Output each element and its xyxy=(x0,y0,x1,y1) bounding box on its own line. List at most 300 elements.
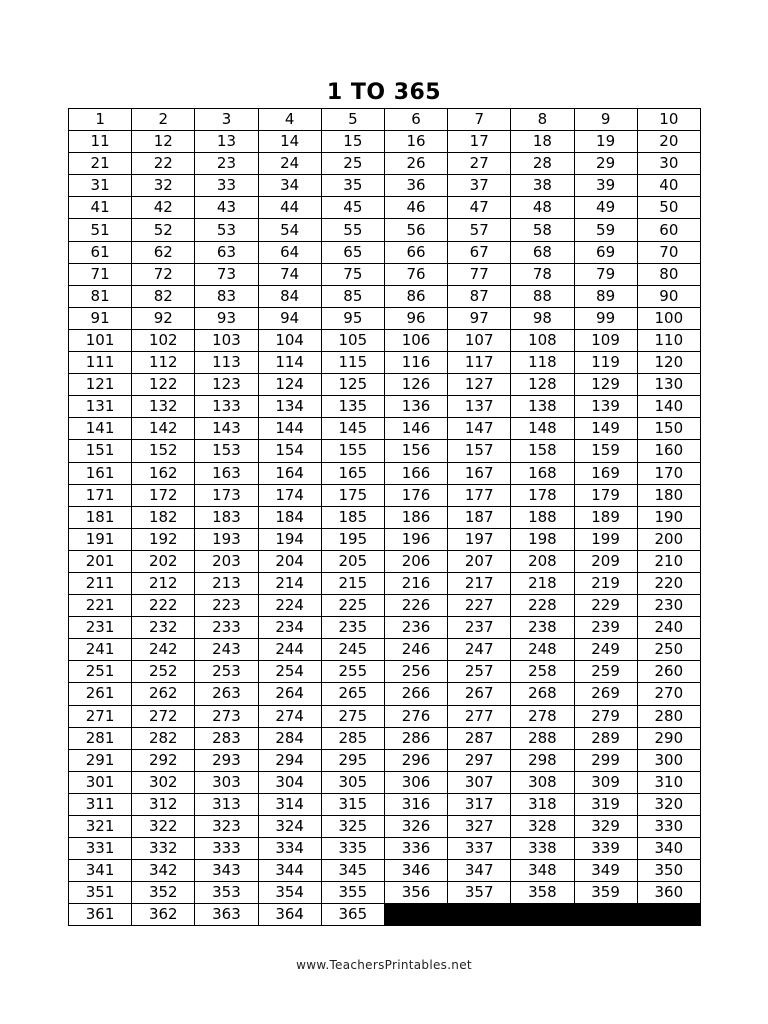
table-row xyxy=(69,440,701,462)
number-cell: 7 xyxy=(448,109,511,131)
number-cell: 149 xyxy=(574,418,637,440)
number-cell: 340 xyxy=(637,838,700,860)
number-cell: 126 xyxy=(384,374,447,396)
number-cell: 96 xyxy=(384,307,447,329)
number-cell: 216 xyxy=(384,572,447,594)
table-row xyxy=(69,506,701,528)
number-cell: 253 xyxy=(195,661,258,683)
number-cell: 172 xyxy=(132,484,195,506)
number-cell: 342 xyxy=(132,860,195,882)
number-cell: 246 xyxy=(384,639,447,661)
number-cell: 134 xyxy=(258,396,321,418)
number-cell: 190 xyxy=(637,506,700,528)
number-cell: 91 xyxy=(69,307,132,329)
number-cell: 239 xyxy=(574,617,637,639)
number-cell: 315 xyxy=(321,793,384,815)
number-cell: 191 xyxy=(69,528,132,550)
number-cell: 92 xyxy=(132,307,195,329)
number-cell: 258 xyxy=(511,661,574,683)
number-cell: 31 xyxy=(69,175,132,197)
table-row xyxy=(69,617,701,639)
number-cell: 35 xyxy=(321,175,384,197)
number-cell: 259 xyxy=(574,661,637,683)
number-cell: 233 xyxy=(195,617,258,639)
number-cell: 40 xyxy=(637,175,700,197)
number-cell: 140 xyxy=(637,396,700,418)
number-cell: 313 xyxy=(195,793,258,815)
number-cell: 103 xyxy=(195,329,258,351)
number-cell: 247 xyxy=(448,639,511,661)
number-cell: 209 xyxy=(574,550,637,572)
number-cell: 66 xyxy=(384,241,447,263)
number-cell: 229 xyxy=(574,595,637,617)
number-cell: 25 xyxy=(321,153,384,175)
number-cell: 185 xyxy=(321,506,384,528)
number-cell: 238 xyxy=(511,617,574,639)
number-cell: 346 xyxy=(384,860,447,882)
number-cell: 48 xyxy=(511,197,574,219)
number-cell: 303 xyxy=(195,771,258,793)
number-cell: 129 xyxy=(574,374,637,396)
number-cell: 338 xyxy=(511,838,574,860)
number-cell: 318 xyxy=(511,793,574,815)
number-cell: 36 xyxy=(384,175,447,197)
number-cell: 10 xyxy=(637,109,700,131)
number-cell: 337 xyxy=(448,838,511,860)
number-cell: 188 xyxy=(511,506,574,528)
number-cell: 29 xyxy=(574,153,637,175)
number-cell: 30 xyxy=(637,153,700,175)
number-cell: 359 xyxy=(574,882,637,904)
number-cell: 168 xyxy=(511,462,574,484)
number-cell: 228 xyxy=(511,595,574,617)
number-cell: 41 xyxy=(69,197,132,219)
number-cell: 356 xyxy=(384,882,447,904)
number-cell: 192 xyxy=(132,528,195,550)
table-row xyxy=(69,550,701,572)
number-cell: 360 xyxy=(637,882,700,904)
number-cell: 28 xyxy=(511,153,574,175)
number-cell: 127 xyxy=(448,374,511,396)
number-cell: 76 xyxy=(384,263,447,285)
number-cell: 83 xyxy=(195,285,258,307)
table-row xyxy=(69,263,701,285)
number-cell: 15 xyxy=(321,131,384,153)
number-cell: 195 xyxy=(321,528,384,550)
number-cell: 70 xyxy=(637,241,700,263)
number-cell: 136 xyxy=(384,396,447,418)
table-row xyxy=(69,374,701,396)
number-cell: 87 xyxy=(448,285,511,307)
number-cell: 180 xyxy=(637,484,700,506)
number-cell: 142 xyxy=(132,418,195,440)
number-cell: 333 xyxy=(195,838,258,860)
number-cell: 109 xyxy=(574,329,637,351)
number-cell: 302 xyxy=(132,771,195,793)
number-cell: 68 xyxy=(511,241,574,263)
number-cell: 282 xyxy=(132,727,195,749)
number-cell: 46 xyxy=(384,197,447,219)
number-cell: 300 xyxy=(637,749,700,771)
number-cell: 24 xyxy=(258,153,321,175)
number-cell: 159 xyxy=(574,440,637,462)
table-row xyxy=(69,329,701,351)
number-cell: 294 xyxy=(258,749,321,771)
number-cell: 12 xyxy=(132,131,195,153)
number-cell: 105 xyxy=(321,329,384,351)
number-cell: 223 xyxy=(195,595,258,617)
number-cell: 222 xyxy=(132,595,195,617)
number-cell: 364 xyxy=(258,904,321,926)
number-cell: 332 xyxy=(132,838,195,860)
number-cell: 135 xyxy=(321,396,384,418)
number-cell: 61 xyxy=(69,241,132,263)
table-row xyxy=(69,838,701,860)
table-row xyxy=(69,595,701,617)
number-cell: 298 xyxy=(511,749,574,771)
number-cell: 106 xyxy=(384,329,447,351)
number-cell: 69 xyxy=(574,241,637,263)
page-title: 1 TO 365 xyxy=(326,80,442,105)
number-cell: 186 xyxy=(384,506,447,528)
number-cell: 351 xyxy=(69,882,132,904)
number-cell: 43 xyxy=(195,197,258,219)
number-cell: 334 xyxy=(258,838,321,860)
number-cell: 311 xyxy=(69,793,132,815)
number-cell: 213 xyxy=(195,572,258,594)
number-cell: 164 xyxy=(258,462,321,484)
number-cell: 358 xyxy=(511,882,574,904)
number-cell: 215 xyxy=(321,572,384,594)
table-row xyxy=(69,197,701,219)
number-cell: 18 xyxy=(511,131,574,153)
number-cell: 204 xyxy=(258,550,321,572)
number-cell: 152 xyxy=(132,440,195,462)
table-row xyxy=(69,793,701,815)
number-cell: 306 xyxy=(384,771,447,793)
number-cell: 154 xyxy=(258,440,321,462)
number-cell: 257 xyxy=(448,661,511,683)
number-cell: 273 xyxy=(195,705,258,727)
number-cell: 100 xyxy=(637,307,700,329)
number-cell: 210 xyxy=(637,550,700,572)
number-cell: 362 xyxy=(132,904,195,926)
number-cell: 187 xyxy=(448,506,511,528)
number-cell: 9 xyxy=(574,109,637,131)
table-row xyxy=(69,705,701,727)
number-cell: 39 xyxy=(574,175,637,197)
number-cell: 355 xyxy=(321,882,384,904)
number-cell: 177 xyxy=(448,484,511,506)
number-cell: 118 xyxy=(511,352,574,374)
number-cell: 236 xyxy=(384,617,447,639)
number-cell: 115 xyxy=(321,352,384,374)
number-cell: 272 xyxy=(132,705,195,727)
number-cell: 237 xyxy=(448,617,511,639)
number-cell: 231 xyxy=(69,617,132,639)
number-cell: 21 xyxy=(69,153,132,175)
number-cell: 73 xyxy=(195,263,258,285)
number-cell: 58 xyxy=(511,219,574,241)
number-cell: 176 xyxy=(384,484,447,506)
number-cell: 211 xyxy=(69,572,132,594)
number-cell: 122 xyxy=(132,374,195,396)
number-cell: 225 xyxy=(321,595,384,617)
number-cell: 344 xyxy=(258,860,321,882)
number-cell: 271 xyxy=(69,705,132,727)
number-cell: 108 xyxy=(511,329,574,351)
number-cell: 65 xyxy=(321,241,384,263)
number-cell: 148 xyxy=(511,418,574,440)
number-cell: 323 xyxy=(195,816,258,838)
number-cell: 329 xyxy=(574,816,637,838)
number-cell: 230 xyxy=(637,595,700,617)
number-cell: 178 xyxy=(511,484,574,506)
number-cell: 146 xyxy=(384,418,447,440)
number-cell: 365 xyxy=(321,904,384,926)
number-cell: 34 xyxy=(258,175,321,197)
number-cell: 139 xyxy=(574,396,637,418)
number-cell: 260 xyxy=(637,661,700,683)
empty-filled-cell xyxy=(511,904,574,926)
number-cell: 314 xyxy=(258,793,321,815)
number-cell: 207 xyxy=(448,550,511,572)
table-row xyxy=(69,771,701,793)
number-cell: 224 xyxy=(258,595,321,617)
number-cell: 97 xyxy=(448,307,511,329)
number-cell: 120 xyxy=(637,352,700,374)
number-cell: 345 xyxy=(321,860,384,882)
number-cell: 79 xyxy=(574,263,637,285)
number-cell: 47 xyxy=(448,197,511,219)
number-cell: 290 xyxy=(637,727,700,749)
number-cell: 240 xyxy=(637,617,700,639)
number-cell: 286 xyxy=(384,727,447,749)
number-cell: 263 xyxy=(195,683,258,705)
empty-filled-cell xyxy=(574,904,637,926)
number-cell: 94 xyxy=(258,307,321,329)
table-row xyxy=(69,396,701,418)
number-cell: 321 xyxy=(69,816,132,838)
number-cell: 361 xyxy=(69,904,132,926)
table-row xyxy=(69,727,701,749)
number-cell: 16 xyxy=(384,131,447,153)
number-cell: 137 xyxy=(448,396,511,418)
number-cell: 347 xyxy=(448,860,511,882)
table-row xyxy=(69,661,701,683)
number-cell: 241 xyxy=(69,639,132,661)
number-cell: 275 xyxy=(321,705,384,727)
number-cell: 82 xyxy=(132,285,195,307)
number-cell: 44 xyxy=(258,197,321,219)
number-cell: 251 xyxy=(69,661,132,683)
number-cell: 363 xyxy=(195,904,258,926)
number-cell: 291 xyxy=(69,749,132,771)
number-cell: 111 xyxy=(69,352,132,374)
number-cell: 112 xyxy=(132,352,195,374)
number-cell: 133 xyxy=(195,396,258,418)
number-cell: 265 xyxy=(321,683,384,705)
number-cell: 179 xyxy=(574,484,637,506)
number-cell: 50 xyxy=(637,197,700,219)
table-row xyxy=(69,639,701,661)
number-cell: 157 xyxy=(448,440,511,462)
number-cell: 269 xyxy=(574,683,637,705)
table-row xyxy=(69,749,701,771)
number-cell: 292 xyxy=(132,749,195,771)
number-cell: 81 xyxy=(69,285,132,307)
table-row xyxy=(69,285,701,307)
table-row xyxy=(69,131,701,153)
number-cell: 183 xyxy=(195,506,258,528)
number-cell: 327 xyxy=(448,816,511,838)
number-cell: 49 xyxy=(574,197,637,219)
number-cell: 121 xyxy=(69,374,132,396)
number-cell: 319 xyxy=(574,793,637,815)
number-cell: 131 xyxy=(69,396,132,418)
number-cell: 312 xyxy=(132,793,195,815)
number-cell: 167 xyxy=(448,462,511,484)
number-cell: 107 xyxy=(448,329,511,351)
number-cell: 325 xyxy=(321,816,384,838)
table-row xyxy=(69,904,701,926)
number-chart-table xyxy=(68,108,701,926)
table-row xyxy=(69,882,701,904)
number-cell: 182 xyxy=(132,506,195,528)
number-cell: 20 xyxy=(637,131,700,153)
number-cell: 162 xyxy=(132,462,195,484)
number-cell: 104 xyxy=(258,329,321,351)
number-cell: 299 xyxy=(574,749,637,771)
number-cell: 268 xyxy=(511,683,574,705)
number-cell: 274 xyxy=(258,705,321,727)
number-cell: 119 xyxy=(574,352,637,374)
number-cell: 206 xyxy=(384,550,447,572)
number-cell: 95 xyxy=(321,307,384,329)
number-cell: 287 xyxy=(448,727,511,749)
number-cell: 324 xyxy=(258,816,321,838)
number-cell: 60 xyxy=(637,219,700,241)
number-cell: 262 xyxy=(132,683,195,705)
number-cell: 316 xyxy=(384,793,447,815)
number-cell: 256 xyxy=(384,661,447,683)
number-cell: 280 xyxy=(637,705,700,727)
number-cell: 123 xyxy=(195,374,258,396)
number-cell: 354 xyxy=(258,882,321,904)
number-cell: 155 xyxy=(321,440,384,462)
number-cell: 249 xyxy=(574,639,637,661)
number-cell: 55 xyxy=(321,219,384,241)
number-cell: 26 xyxy=(384,153,447,175)
number-cell: 304 xyxy=(258,771,321,793)
number-cell: 117 xyxy=(448,352,511,374)
number-cell: 308 xyxy=(511,771,574,793)
number-cell: 64 xyxy=(258,241,321,263)
table-row xyxy=(69,484,701,506)
number-cell: 336 xyxy=(384,838,447,860)
number-cell: 19 xyxy=(574,131,637,153)
number-cell: 289 xyxy=(574,727,637,749)
number-cell: 116 xyxy=(384,352,447,374)
number-cell: 84 xyxy=(258,285,321,307)
empty-filled-cell xyxy=(637,904,700,926)
table-row xyxy=(69,241,701,263)
number-cell: 226 xyxy=(384,595,447,617)
number-cell: 219 xyxy=(574,572,637,594)
number-cell: 305 xyxy=(321,771,384,793)
number-cell: 279 xyxy=(574,705,637,727)
number-cell: 101 xyxy=(69,329,132,351)
number-cell: 193 xyxy=(195,528,258,550)
number-cell: 98 xyxy=(511,307,574,329)
number-cell: 86 xyxy=(384,285,447,307)
number-cell: 52 xyxy=(132,219,195,241)
number-cell: 232 xyxy=(132,617,195,639)
number-cell: 80 xyxy=(637,263,700,285)
number-cell: 250 xyxy=(637,639,700,661)
number-cell: 1 xyxy=(69,109,132,131)
number-cell: 71 xyxy=(69,263,132,285)
number-cell: 348 xyxy=(511,860,574,882)
number-cell: 296 xyxy=(384,749,447,771)
number-cell: 245 xyxy=(321,639,384,661)
table-row xyxy=(69,352,701,374)
number-cell: 254 xyxy=(258,661,321,683)
number-cell: 166 xyxy=(384,462,447,484)
number-cell: 72 xyxy=(132,263,195,285)
number-cell: 317 xyxy=(448,793,511,815)
number-cell: 102 xyxy=(132,329,195,351)
number-cell: 201 xyxy=(69,550,132,572)
number-cell: 74 xyxy=(258,263,321,285)
number-cell: 197 xyxy=(448,528,511,550)
number-cell: 38 xyxy=(511,175,574,197)
number-cell: 189 xyxy=(574,506,637,528)
number-cell: 255 xyxy=(321,661,384,683)
number-cell: 184 xyxy=(258,506,321,528)
table-row xyxy=(69,462,701,484)
number-cell: 357 xyxy=(448,882,511,904)
number-cell: 284 xyxy=(258,727,321,749)
number-cell: 199 xyxy=(574,528,637,550)
number-cell: 8 xyxy=(511,109,574,131)
number-cell: 335 xyxy=(321,838,384,860)
number-cell: 173 xyxy=(195,484,258,506)
number-cell: 141 xyxy=(69,418,132,440)
number-cell: 113 xyxy=(195,352,258,374)
number-cell: 320 xyxy=(637,793,700,815)
number-cell: 147 xyxy=(448,418,511,440)
number-cell: 220 xyxy=(637,572,700,594)
number-cell: 283 xyxy=(195,727,258,749)
number-cell: 128 xyxy=(511,374,574,396)
number-cell: 353 xyxy=(195,882,258,904)
number-cell: 56 xyxy=(384,219,447,241)
number-cell: 160 xyxy=(637,440,700,462)
number-cell: 63 xyxy=(195,241,258,263)
table-row xyxy=(69,683,701,705)
number-cell: 218 xyxy=(511,572,574,594)
number-cell: 37 xyxy=(448,175,511,197)
number-cell: 130 xyxy=(637,374,700,396)
number-cell: 175 xyxy=(321,484,384,506)
number-cell: 6 xyxy=(384,109,447,131)
number-cell: 27 xyxy=(448,153,511,175)
number-cell: 33 xyxy=(195,175,258,197)
footer-website: www.TeachersPrintables.net xyxy=(296,958,472,972)
number-cell: 85 xyxy=(321,285,384,307)
number-cell: 57 xyxy=(448,219,511,241)
